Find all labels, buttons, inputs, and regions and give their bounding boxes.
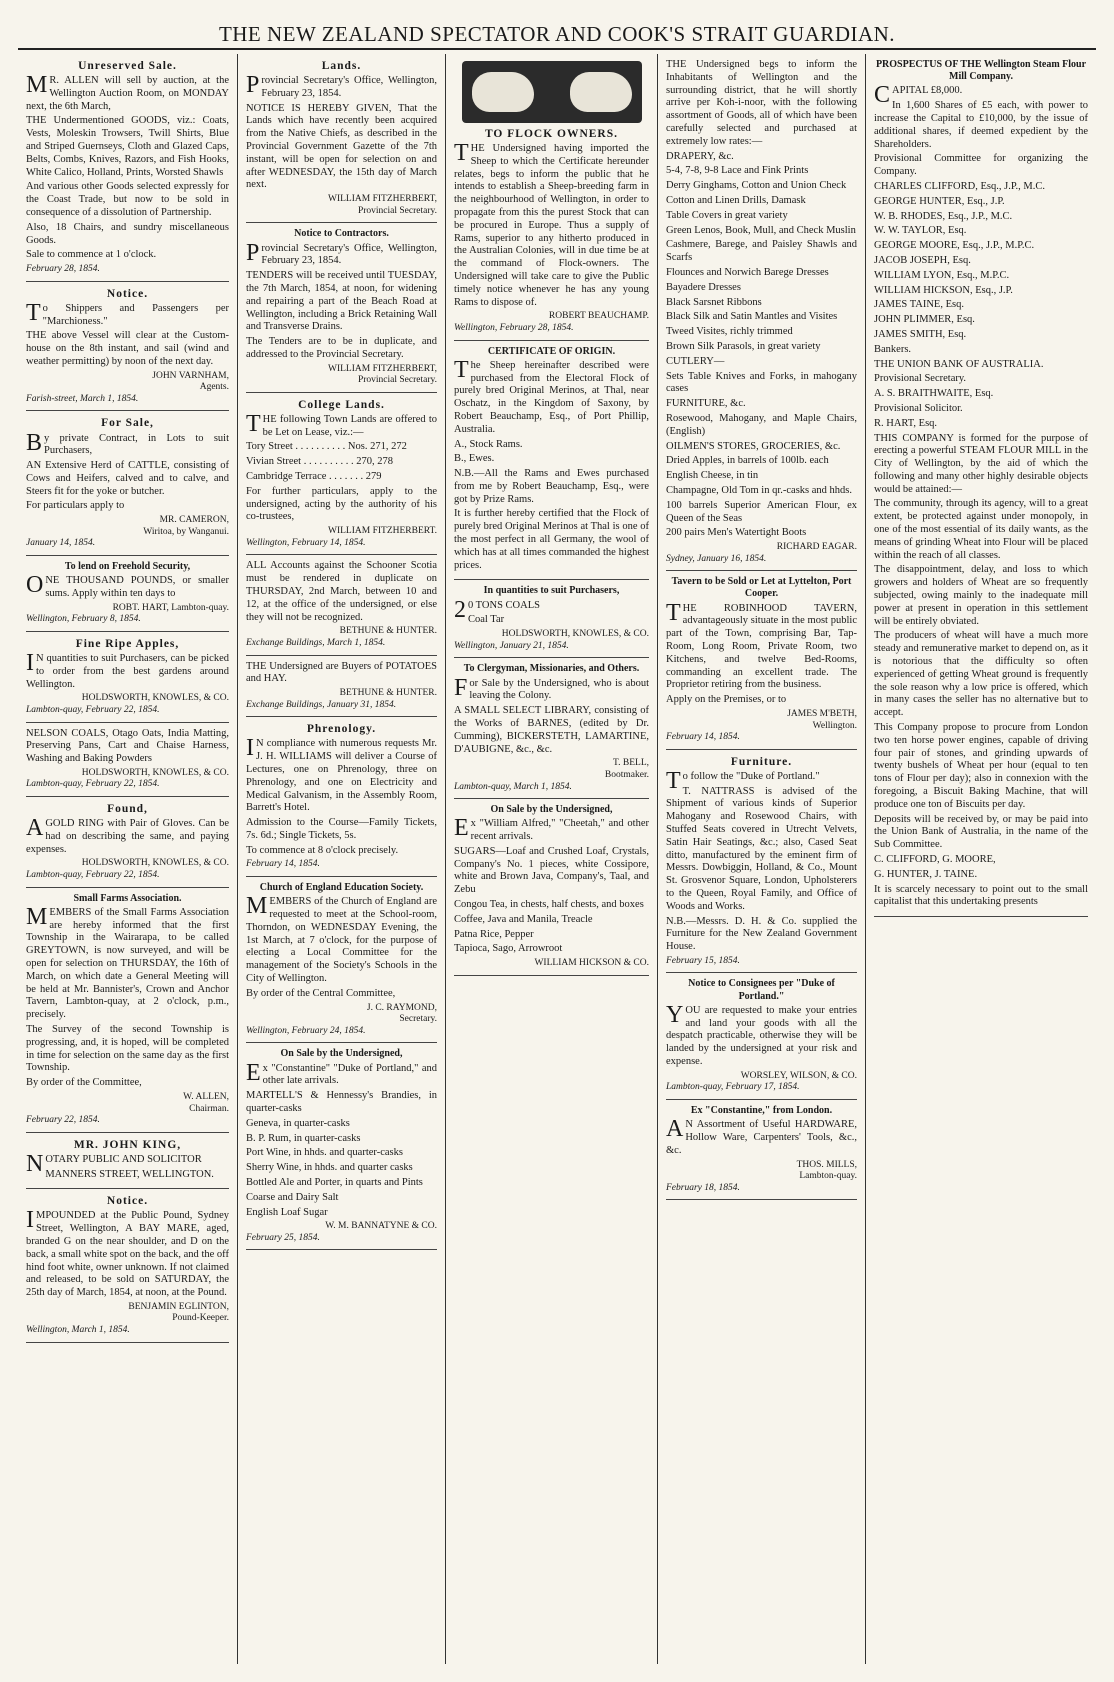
signature-line: J. C. RAYMOND, <box>366 1002 437 1013</box>
ad-paragraph: Cotton and Linen Drills, Damask <box>666 194 806 206</box>
ad-paragraph: Tweed Visites, richly trimmed <box>666 326 793 338</box>
ad-paragraph: THE Undersigned having imported the Sheep to which the Certificate hereunder relates, begs to inform the public that he intends to establish a Sheep-breeding farm in the neighbourhood of Wellington, in order to propagate from this the purest Stock that can be procured in Europe. Thus a supply of Rams, superior to any hitherto produced in the Australian Colonies, will in due time be at the command of Flock-owners. The Undersigned will take care to give the Public timely notice whenever he has any young Rams to dispose of. <box>454 140 649 308</box>
signature-line: HOLDSWORTH, KNOWLES, & CO. <box>81 858 229 869</box>
ad-signature <box>454 958 649 970</box>
advertisement <box>666 750 857 974</box>
ad-dateline: February 22, 1854. <box>26 1115 100 1126</box>
advertisement <box>666 1100 857 1200</box>
ad-paragraph: Vivian Street . . . . . . . . . . 270, 278 <box>246 456 393 468</box>
advertisement <box>246 393 437 556</box>
ad-signature <box>26 1092 229 1115</box>
signature-line: HOLDSWORTH, KNOWLES, & CO. <box>81 767 229 778</box>
signature-line: HOLDSWORTH, KNOWLES, & CO. <box>81 693 229 704</box>
ad-paragraph: The producers of wheat will have a much more steady and remunerative market to depend on, as it is notorious that the difficulty so often experienced of getting Wheat ground is frequently the sole reason why a low price is offered, which in many cases the seller has no alternative but to accept. <box>874 630 1088 719</box>
ad-heading: Unreserved Sale. <box>78 60 177 72</box>
ad-paragraph: JAMES SMITH, Esq. <box>874 328 967 340</box>
column-5 <box>866 54 1096 1664</box>
advertisement <box>26 797 229 888</box>
ad-body <box>26 815 229 882</box>
ad-paragraph: JOHN PLIMMER, Esq. <box>874 314 975 326</box>
ad-paragraph: Bankers. <box>874 343 912 355</box>
signature-line: Lambton-quay. <box>799 1171 857 1182</box>
ad-paragraph: W. B. RHODES, Esq., J.P., M.C. <box>874 210 1013 222</box>
ad-paragraph: By order of the Central Committee, <box>246 987 396 999</box>
ad-dateline: Lambton-quay, March 1, 1854. <box>454 781 572 792</box>
advertisement <box>246 717 437 877</box>
advertisement <box>26 54 229 282</box>
ad-paragraph: Provincial Secretary's Office, Wellington, February 23, 1854. <box>246 239 437 267</box>
signature-line: JAMES M'BETH, <box>787 709 857 719</box>
ad-paragraph: G. HUNTER, J. TAINE. <box>874 868 978 880</box>
ad-dateline: Wellington, February 8, 1854. <box>26 614 141 625</box>
ad-paragraph: The Survey of the second Township is progressing, and, it is hoped, will be completed in time for selection on the same day as the first Township. <box>26 1023 229 1074</box>
ad-paragraph: THE Undermentioned GOODS, viz.: Coats, Vests, Moleskin Trowsers, Twill Shirts, Blue and Striped Guernseys, Cloth and Glazed Caps, Belts, Combs, Knives, Razors, and Fish Hooks, White Calico, Holland, Prints, Worsted Shawls <box>26 115 229 178</box>
advertisement <box>26 411 229 556</box>
ad-paragraph: AN Extensive Herd of CATTLE, consisting of Cows and Heifers, calved and to calve, and Steers fit for the yoke or butcher. <box>26 460 229 497</box>
ad-paragraph: N.B.—All the Rams and Ewes purchased from me by Robert Beauchamp, Esq., were got by Prize Rams. <box>454 468 649 505</box>
columns <box>18 54 1096 1664</box>
ad-paragraph: Provisional Committee for organizing the Company. <box>874 153 1088 178</box>
ad-body <box>246 735 437 871</box>
ad-paragraph: The community, through its agency, will to a great extent, be protected against under monopoly, in one of the most essential of its daily wants, as the means of grinding Wheat into Flour will be placed within the reach of all classes. <box>874 498 1088 561</box>
signature-line: Wiritoa, by Wanganui. <box>143 526 229 537</box>
ad-paragraph: THE UNION BANK OF AUSTRALIA. <box>874 358 1044 370</box>
ad-paragraph: B. P. Rum, in quarter-casks <box>246 1132 361 1144</box>
signature-line: THOS. MILLS, <box>796 1159 857 1170</box>
ad-paragraph: ALL Accounts against the Schooner Scotia must be rendered in duplicate on THURSDAY, 2nd March, between 10 and 12, at the office of the undersigned, or else they will not be recognized. <box>246 560 437 623</box>
ad-signature <box>246 626 437 638</box>
ad-paragraph: Patna Rice, Pepper <box>454 928 534 940</box>
ad-paragraph: For further particulars, apply to the undersigned, acting by the authority of his co-trustees, <box>246 485 437 523</box>
signature-line: WILLIAM HICKSON & CO. <box>534 958 649 969</box>
ad-paragraph: Provisional Solicitor. <box>874 402 963 414</box>
ad-body <box>246 560 437 649</box>
ad-paragraph: MEMBERS of the Small Farms Association are hereby informed that the first Township in the Wairarapa, to be called GREYTOWN, is now surveyed, and will be open for selection on THURSDAY, the 16th of March, on which date a General Meeting will be held at Mr. Bannister's, Crown and Anchor Tavern, Lambton-quay, at 2 o'clock, p.m., precisely. <box>26 903 229 1021</box>
advertisement <box>666 54 857 571</box>
ad-heading: Phrenology. <box>306 723 377 736</box>
ad-paragraph: The Sheep hereinafter described were purchased from the Electoral Flock of purely bred Original Merinos, at Thal, near Oschatz, in the Kingdom of Saxony, by Robert Beauchamp, Esq., of Port Phillip, Australia. <box>454 356 649 435</box>
ad-heading: Notice. <box>106 1195 149 1208</box>
ad-heading: Ex "Constantine," from London. <box>690 1105 833 1116</box>
ad-body <box>246 239 437 387</box>
ad-signature <box>246 1003 437 1026</box>
advertisement <box>454 580 649 658</box>
ad-heading: Church of England Education Society. <box>259 882 424 894</box>
ad-body <box>26 72 229 276</box>
advertisement <box>874 54 1088 917</box>
ad-paragraph: CUTLERY— <box>666 355 725 367</box>
ad-body <box>26 1207 229 1336</box>
ad-paragraph: SUGARS—Loaf and Crushed Loaf, Crystals, Company's No. 1 pieces, white Cossipore, white and Brown Java, Company's, Taal, and Zebu <box>454 845 649 896</box>
ad-paragraph: IMPOUNDED at the Public Pound, Sydney Street, Wellington, A BAY MARE, aged, branded G on the near shoulder, and D on the back, a small white spot on the back, and the off hind foot white, owner unknown. If not claimed and released, to be sold on SATURDAY, the 25th day of March, 1854, at noon, at the Pound. <box>26 1207 229 1299</box>
ad-dateline: Wellington, February 28, 1854. <box>454 322 574 333</box>
ad-heading: PROSPECTUS OF THE Wellington Steam Flour Mill Company. <box>875 59 1087 83</box>
advertisement <box>26 723 229 798</box>
ad-paragraph: FURNITURE, &c. <box>666 398 746 410</box>
ad-dateline: Lambton-quay, February 22, 1854. <box>26 870 160 881</box>
advertisement <box>26 1133 229 1190</box>
ad-body <box>666 59 857 565</box>
ad-paragraph: Geneva, in quarter-casks <box>246 1117 350 1129</box>
ad-paragraph: Coarse and Dairy Salt <box>246 1191 339 1203</box>
ad-paragraph: W. W. TAYLOR, Esq. <box>874 225 967 237</box>
ad-signature <box>666 1071 857 1083</box>
signature-line: RICHARD EAGAR. <box>776 542 857 553</box>
ad-paragraph: Tapioca, Sago, Arrowroot <box>454 943 563 955</box>
ad-paragraph: THE Undersigned are Buyers of POTATOES and HAY. <box>246 660 437 685</box>
ad-paragraph: By order of the Committee, <box>26 1077 142 1089</box>
ad-heading: For Sale, <box>101 417 154 430</box>
signature-line: WILLIAM FITZHERBERT. <box>327 526 437 537</box>
ad-body <box>454 596 649 653</box>
ad-paragraph: Sets Table Knives and Forks, in mahogany cases <box>666 370 857 395</box>
ad-dateline: February 28, 1854. <box>26 264 100 275</box>
ad-paragraph: ONE THOUSAND POUNDS, or smaller sums. Apply within ten days to <box>26 572 229 599</box>
ad-paragraph: MR. ALLEN will sell by auction, at the Wellington Auction Room, on MONDAY next, the 6th March, <box>26 72 229 112</box>
ad-heading: College Lands. <box>298 398 385 411</box>
signature-line: JOHN VARNHAM, <box>152 370 229 381</box>
ad-paragraph: NOTICE IS HEREBY GIVEN, That the Lands which have recently been acquired from the Native Chiefs, as described in the Provincial Government Gazette of the 7th instant, will be open for selection on and after WEDNESDAY, the 15th day of March next. <box>246 102 437 191</box>
ad-paragraph: It is scarcely necessary to point out to the small capitalist that this undertaking presents <box>874 883 1088 908</box>
ad-paragraph: GEORGE MOORE, Esq., J.P., M.P.C. <box>874 240 1035 252</box>
ad-heading: Notice to Contractors. <box>294 228 389 240</box>
signature-line: ROBT. HART, Lambton-quay. <box>112 602 229 613</box>
signature-line: WILLIAM FITZHERBERT, <box>327 194 437 205</box>
ad-paragraph: THIS COMPANY is formed for the purpose of erecting a powerful STEAM FLOUR MILL in the City of Wellington, by the aid of which the following and many other highly desirable objects would be attained:— <box>874 432 1088 495</box>
ad-body <box>454 674 649 794</box>
ad-paragraph: A SMALL SELECT LIBRARY, consisting of the Works of BARNES, (edited by Dr. Cumming), BICKERSTETH, LAMARTINE, D'AUBIGNE, &c., &c. <box>454 705 649 755</box>
ad-paragraph: Sherry Wine, in hhds. and quarter casks <box>246 1162 413 1174</box>
ad-paragraph: CHARLES CLIFFORD, Esq., J.P., M.C. <box>874 180 1045 192</box>
ad-paragraph: Black Sarsnet Ribbons <box>666 296 762 308</box>
ad-paragraph: Black Silk and Satin Mantles and Visites <box>666 311 838 323</box>
ad-paragraph: And various other Goods selected expressly for the Coast Trade, but now to be sold in consequence of a dissolution of Partnership. <box>26 181 229 218</box>
ad-signature <box>26 1302 229 1325</box>
ad-paragraph: Congou Tea, in chests, half chests, and boxes <box>454 899 644 911</box>
signature-line: W. ALLEN, <box>183 1091 229 1102</box>
ad-heading: Lands. <box>321 60 362 72</box>
ad-paragraph: Dried Apples, in barrels of 100lb. each <box>666 455 829 467</box>
ad-paragraph: This Company propose to procure from London two ten horse power engines, capable of driving four pair of stones, and grinding upwards of twenty bushels of Wheat per hour (equal to ten tons of Flour per day); also in connexion with the foregoing, a Biscuit Baking Machine, that will produce one ton of Biscuits per day. <box>874 722 1088 810</box>
ad-signature <box>26 371 229 394</box>
advertisement <box>26 632 229 723</box>
ad-signature <box>26 693 229 705</box>
column-4 <box>658 54 866 1664</box>
signature-line: Secretary. <box>399 1014 437 1025</box>
ad-paragraph: A., Stock Rams. <box>454 438 523 450</box>
ad-signature <box>246 194 437 217</box>
ad-dateline: Wellington, February 14, 1854. <box>246 537 366 548</box>
ad-body <box>666 1116 857 1194</box>
ad-paragraph: 20 TONS COALS <box>454 596 540 623</box>
ad-signature <box>454 311 649 323</box>
ad-heading: On Sale by the Undersigned, <box>490 804 613 816</box>
signature-line: Bootmaker. <box>604 769 649 780</box>
advertisement <box>246 656 437 718</box>
ad-paragraph: R. HART, Esq. <box>874 417 938 429</box>
sheep-image <box>472 72 534 112</box>
ad-paragraph: THE following Town Lands are offered to be Let on Lease, viz.:— <box>246 410 437 438</box>
signature-line: Provincial Secretary. <box>357 205 437 216</box>
ad-paragraph: TENDERS will be received until TUESDAY, the 7th March, 1854, at noon, for widening and repairing a part of the Beach Road at Wellington, including a Brick Retaining Wall and Transverse Drains. <box>246 270 437 333</box>
advertisement <box>454 341 649 581</box>
ad-body <box>246 410 437 550</box>
ad-body <box>666 599 857 744</box>
ad-paragraph: C. CLIFFORD, G. MOORE, <box>874 854 996 865</box>
ad-heading: TO FLOCK OWNERS. <box>484 128 619 140</box>
ad-signature <box>666 1160 857 1183</box>
ad-dateline: Lambton-quay, February 22, 1854. <box>26 779 160 790</box>
ad-dateline: January 14, 1854. <box>26 538 96 549</box>
signature-line: ROBERT BEAUCHAMP. <box>548 311 649 322</box>
signature-line: Agents. <box>199 382 229 393</box>
ad-signature <box>666 542 857 554</box>
advertisement <box>454 799 649 976</box>
ad-body <box>246 72 437 217</box>
ad-paragraph: To follow the "Duke of Portland." <box>666 767 820 794</box>
ad-paragraph: THE above Vessel will clear at the Custom-house on the 8th instant, and sail (wind and weather permitting) by noon of the next day. <box>26 330 229 367</box>
ad-paragraph: WILLIAM LYON, Esq., M.P.C. <box>874 269 1010 281</box>
ad-paragraph: Coffee, Java and Manila, Treacle <box>454 913 593 925</box>
ad-paragraph: Apply on the Premises, or to <box>666 694 787 706</box>
ad-body <box>26 1150 229 1182</box>
ad-body <box>666 1001 857 1094</box>
masthead: THE NEW ZEALAND SPECTATOR AND COOK'S STRAIT GUARDIAN. <box>18 22 1096 50</box>
ad-body <box>874 82 1088 909</box>
signature-line: WILLIAM FITZHERBERT, <box>327 363 437 374</box>
ad-heading: MR. JOHN KING, <box>73 1138 182 1151</box>
ad-body <box>26 572 229 626</box>
ad-paragraph: MANNERS STREET, WELLINGTON. <box>45 1168 214 1180</box>
ad-dateline: February 14, 1854. <box>666 732 740 743</box>
ad-heading: Notice to Consignees per "Duke of Portland." <box>688 978 835 1002</box>
signature-line: Chairman. <box>189 1103 229 1114</box>
ad-paragraph: In 1,600 Shares of £5 each, with power to increase the Capital to £10,000, by the issue of additional shares, if deemed expedient by the Shareholders. <box>874 100 1088 150</box>
ad-body <box>454 815 649 970</box>
ad-signature <box>26 515 229 538</box>
ad-paragraph: For Sale by the Undersigned, who is about leaving the Colony. <box>454 674 649 702</box>
ad-signature <box>26 768 229 780</box>
signature-line: BENJAMIN EGLINTON, <box>128 1301 229 1312</box>
ad-body <box>246 893 437 1037</box>
ad-paragraph: JACOB JOSEPH, Esq. <box>874 254 971 266</box>
ad-paragraph: English Loaf Sugar <box>246 1206 328 1218</box>
ad-paragraph: Champagne, Old Tom in qr.-casks and hhds. <box>666 484 853 496</box>
ad-signature <box>246 688 437 700</box>
ad-paragraph: B., Ewes. <box>454 453 495 465</box>
ad-heading: On Sale by the Undersigned, <box>280 1048 403 1060</box>
ad-paragraph: 200 pairs Men's Watertight Boots <box>666 527 807 539</box>
ad-paragraph: N.B.—Messrs. D. H. & Co. supplied the Furniture for the New Zealand Government House. <box>666 915 857 953</box>
ad-paragraph: CAPITAL £8,000. <box>874 82 963 109</box>
ad-signature <box>666 709 857 732</box>
ad-dateline: Wellington, February 24, 1854. <box>246 1025 366 1036</box>
advertisement <box>26 888 229 1133</box>
advertisement <box>666 973 857 1100</box>
ad-dateline: Lambton-quay, February 22, 1854. <box>26 704 160 715</box>
signature-line: HOLDSWORTH, KNOWLES, & CO. <box>501 629 649 640</box>
ad-body <box>26 903 229 1127</box>
ad-paragraph: NOTARY PUBLIC AND SOLICITOR <box>26 1150 202 1177</box>
advertisement <box>26 556 229 632</box>
ad-paragraph: MEMBERS of the Church of England are requested to meet at the School-room, Thorndon, on WEDNESDAY Evening, the 1st March, at 7 o'clock, for the purpose of electing a Local Committee for the management of the Society's Schools in the City of Wellington. <box>246 893 437 985</box>
advertisement <box>246 223 437 393</box>
ad-heading: Small Farms Association. <box>73 892 182 904</box>
ad-dateline: February 25, 1854. <box>246 1232 320 1243</box>
ad-body <box>454 140 649 335</box>
ad-paragraph: JAMES TAINE, Esq. <box>874 299 964 311</box>
ad-heading: Found, <box>107 803 148 816</box>
ad-heading: Notice. <box>106 287 149 300</box>
ad-paragraph: T. NATTRASS is advised of the Shipment of various kinds of Superior Mahogany and Rosewood Chairs, with Stuffed Seats covered in Utrecht Velvets, Satin Hair Seatings, &c.; also, Cased Seat ditto, manufactured by the eminent firm of Messrs. Dowbiggin, Holland, & Co., Mount St. Grosvenor Square, London, Upholsterers to the Queen, Royal Family, and Office of Woods and Works. <box>666 785 857 912</box>
ad-paragraph: Brown Silk Parasols, in great variety <box>666 340 821 352</box>
advertisement <box>246 54 437 223</box>
ad-paragraph: Table Covers in great variety <box>666 209 788 221</box>
ad-paragraph: It is further hereby certified that the Flock of purely bred Original Merinos at Thal is one of the most perfect in all Germany, the wool of which has at all times commanded the highest prices. <box>454 508 649 571</box>
ad-paragraph: Green Lenos, Book, Mull, and Check Muslin <box>666 224 856 236</box>
ad-paragraph: Coal Tar <box>468 614 505 626</box>
ad-paragraph: Derry Ginghams, Cotton and Union Check <box>666 180 847 192</box>
ad-signature <box>454 758 649 781</box>
ad-dateline: February 15, 1854. <box>666 955 740 966</box>
signature-line: T. BELL, <box>613 758 649 769</box>
signature-line: BETHUNE & HUNTER. <box>339 626 437 637</box>
ad-heading: Tavern to be Sold or Let at Lyttelton, Port Cooper. <box>671 576 852 600</box>
advertisement <box>454 658 649 799</box>
ad-paragraph: OILMEN'S STORES, GROCERIES, &c. <box>666 440 841 452</box>
ad-dateline: Exchange Buildings, March 1, 1854. <box>246 637 386 648</box>
ad-paragraph: Provincial Secretary's Office, Wellington, February 23, 1854. <box>246 72 437 99</box>
ad-paragraph: Rosewood, Mahogany, and Maple Chairs, (English) <box>666 412 857 437</box>
ad-paragraph: Bayadere Dresses <box>666 281 741 293</box>
ad-body <box>246 1059 437 1245</box>
ad-heading: Furniture. <box>730 755 793 768</box>
ad-dateline: Wellington, March 1, 1854. <box>26 1325 130 1336</box>
signature-line: Provincial Secretary. <box>357 375 437 386</box>
sheep-woodcut <box>462 61 642 123</box>
ad-paragraph: IN quantities to suit Purchasers, can be picked to order from the best gardens around Wellington. <box>26 649 229 690</box>
ad-dateline: Sydney, January 16, 1854. <box>666 553 767 564</box>
ad-dateline: February 14, 1854. <box>246 859 320 870</box>
ad-paragraph: English Cheese, in tin <box>666 470 759 482</box>
ad-paragraph: To commence at 8 o'clock precisely. <box>246 844 399 856</box>
ad-paragraph: Also, 18 Chairs, and sundry miscellaneous Goods. <box>26 221 229 246</box>
signature-line: Pound-Keeper. <box>172 1313 229 1324</box>
ad-paragraph: Deposits will be received by, or may be paid into the Union Bank of Australia, in the name of the Sub Committee. <box>874 813 1088 851</box>
ad-paragraph: GEORGE HUNTER, Esq., J.P. <box>874 195 1005 207</box>
signature-line: WORSLEY, WILSON, & CO. <box>740 1070 857 1081</box>
ad-body <box>26 649 229 717</box>
ad-signature <box>454 629 649 641</box>
column-1 <box>18 54 238 1664</box>
ad-body <box>26 728 229 792</box>
ad-paragraph: NELSON COALS, Otago Oats, India Matting, Preserving Pans, Cart and Chaise Harness, Washing and Baking Powders <box>26 727 229 765</box>
ad-heading: To Clergyman, Missionaries, and Others. <box>463 663 640 675</box>
ad-paragraph: Ex "William Alfred," "Cheetah," and other recent arrivals. <box>454 815 649 843</box>
ad-paragraph: Port Wine, in hhds. and quarter-casks <box>246 1147 403 1159</box>
advertisement <box>666 571 857 749</box>
ad-paragraph: 5-4, 7-8, 9-8 Lace and Fink Prints <box>666 165 809 177</box>
ad-body <box>26 429 229 551</box>
ad-paragraph: WILLIAM HICKSON, Esq., J.P. <box>874 284 1013 296</box>
ad-paragraph: Flounces and Norwich Barege Dresses <box>666 266 829 278</box>
ad-paragraph: IN compliance with numerous requests Mr. J. H. WILLIAMS will deliver a Course of Lectures, one on Phrenology, three on Phrenology, and one on Electricity and Medical Galvanism, in the Assembly Room, Barrett's Hotel. <box>246 735 437 814</box>
ad-paragraph: Admission to the Course—Family Tickets, 7s. 6d.; Single Tickets, 5s. <box>246 817 437 841</box>
signature-line: Wellington. <box>812 720 857 731</box>
ad-paragraph: Ex "Constantine" "Duke of Portland," and other late arrivals. <box>246 1059 437 1087</box>
ad-paragraph: Sale to commence at 1 o'clock. <box>26 249 157 261</box>
ad-paragraph: Cambridge Terrace . . . . . . . 279 <box>246 471 382 483</box>
ad-signature <box>246 364 437 387</box>
ad-dateline: February 18, 1854. <box>666 1182 740 1193</box>
column-3 <box>446 54 658 1664</box>
ad-body <box>246 661 437 712</box>
ad-body <box>454 356 649 573</box>
signature-line: MR. CAMERON, <box>159 515 229 526</box>
ad-paragraph: DRAPERY, &c. <box>666 150 734 162</box>
ad-paragraph: For particulars apply to <box>26 500 125 512</box>
sheep-image <box>570 72 632 112</box>
ad-paragraph: Bottled Ale and Porter, in quarts and Pints <box>246 1176 423 1188</box>
ad-signature <box>26 858 229 870</box>
advertisement <box>26 1189 229 1342</box>
ad-paragraph: AN Assortment of Useful HARDWARE, Hollow Ware, Carpenters' Tools, &c., &c. <box>666 1116 857 1156</box>
ad-paragraph: A. S. BRAITHWAITE, Esq. <box>874 388 994 400</box>
ad-heading: To lend on Freehold Security, <box>64 561 191 573</box>
ad-paragraph: AGOLD RING with Pair of Gloves. Can be had on describing the same, and paying expenses. <box>26 815 229 855</box>
advertisement <box>246 877 437 1043</box>
ad-body <box>26 299 229 406</box>
ad-paragraph: THE ROBINHOOD TAVERN, advantageously situate in the most public part of the Town, comprising Bar, Tap-Room, Long Room, Private Room, two Kitchens, and twelve Bed-Rooms, commanding an excellent trade. The Proprietor retiring from the business. <box>666 599 857 691</box>
ad-signature <box>26 603 229 615</box>
ad-paragraph: MARTELL'S & Hennessy's Brandies, in quarter-casks <box>246 1090 437 1114</box>
ad-paragraph: To Shippers and Passengers per "Marchioness." <box>26 299 229 327</box>
ad-heading: CERTIFICATE OF ORIGIN. <box>487 345 616 357</box>
advertisement <box>26 282 229 412</box>
advertisement <box>454 54 649 341</box>
ad-paragraph: 100 barrels Superior American Flour, ex Queen of the Seas <box>666 499 857 524</box>
ad-dateline: Exchange Buildings, January 31, 1854. <box>246 699 397 710</box>
ad-dateline: Wellington, January 21, 1854. <box>454 640 569 651</box>
ad-dateline: Lambton-quay, February 17, 1854. <box>666 1082 800 1093</box>
ad-signature <box>246 526 437 538</box>
ad-paragraph: The disappointment, delay, and loss to which growers and holders of Wheat are so frequently subjected, owing mainly to the inadequate mill power at present in operation in this settlement will be entirely obviated. <box>874 564 1088 627</box>
ad-dateline: Farish-street, March 1, 1854. <box>26 393 139 404</box>
ad-paragraph: THE Undersigned begs to inform the Inhabitants of Wellington and the surrounding district, that he will shortly arrive per Koh-i-noor, with the following assortment of Goods, all of which have been carefully selected and purchased at extremely low rates:— <box>666 59 857 147</box>
ad-heading: Fine Ripe Apples, <box>75 637 180 650</box>
ad-signature <box>246 1221 437 1233</box>
advertisement <box>246 1043 437 1250</box>
ad-paragraph: Cashmere, Barege, and Paisley Shawls and Scarfs <box>666 239 857 264</box>
ad-paragraph: Tory Street . . . . . . . . . . Nos. 271, 272 <box>246 441 407 453</box>
ad-paragraph: The Tenders are to be in duplicate, and addressed to the Provincial Secretary. <box>246 336 437 360</box>
ad-paragraph: YOU are requested to make your entries and land your goods with all the despatch practicable, otherwise they will be landed by the undersigned at your risk and expense. <box>666 1001 857 1068</box>
column-2 <box>238 54 446 1664</box>
ad-body <box>666 767 857 968</box>
advertisement <box>246 555 437 655</box>
signature-line: W. M. BANNATYNE & CO. <box>325 1221 437 1232</box>
ad-heading: In quantities to suit Purchasers, <box>483 585 620 597</box>
signature-line: BETHUNE & HUNTER. <box>339 688 437 699</box>
ad-paragraph: Provisional Secretary. <box>874 373 967 385</box>
ad-paragraph: By private Contract, in Lots to suit Purchasers, <box>26 429 229 457</box>
